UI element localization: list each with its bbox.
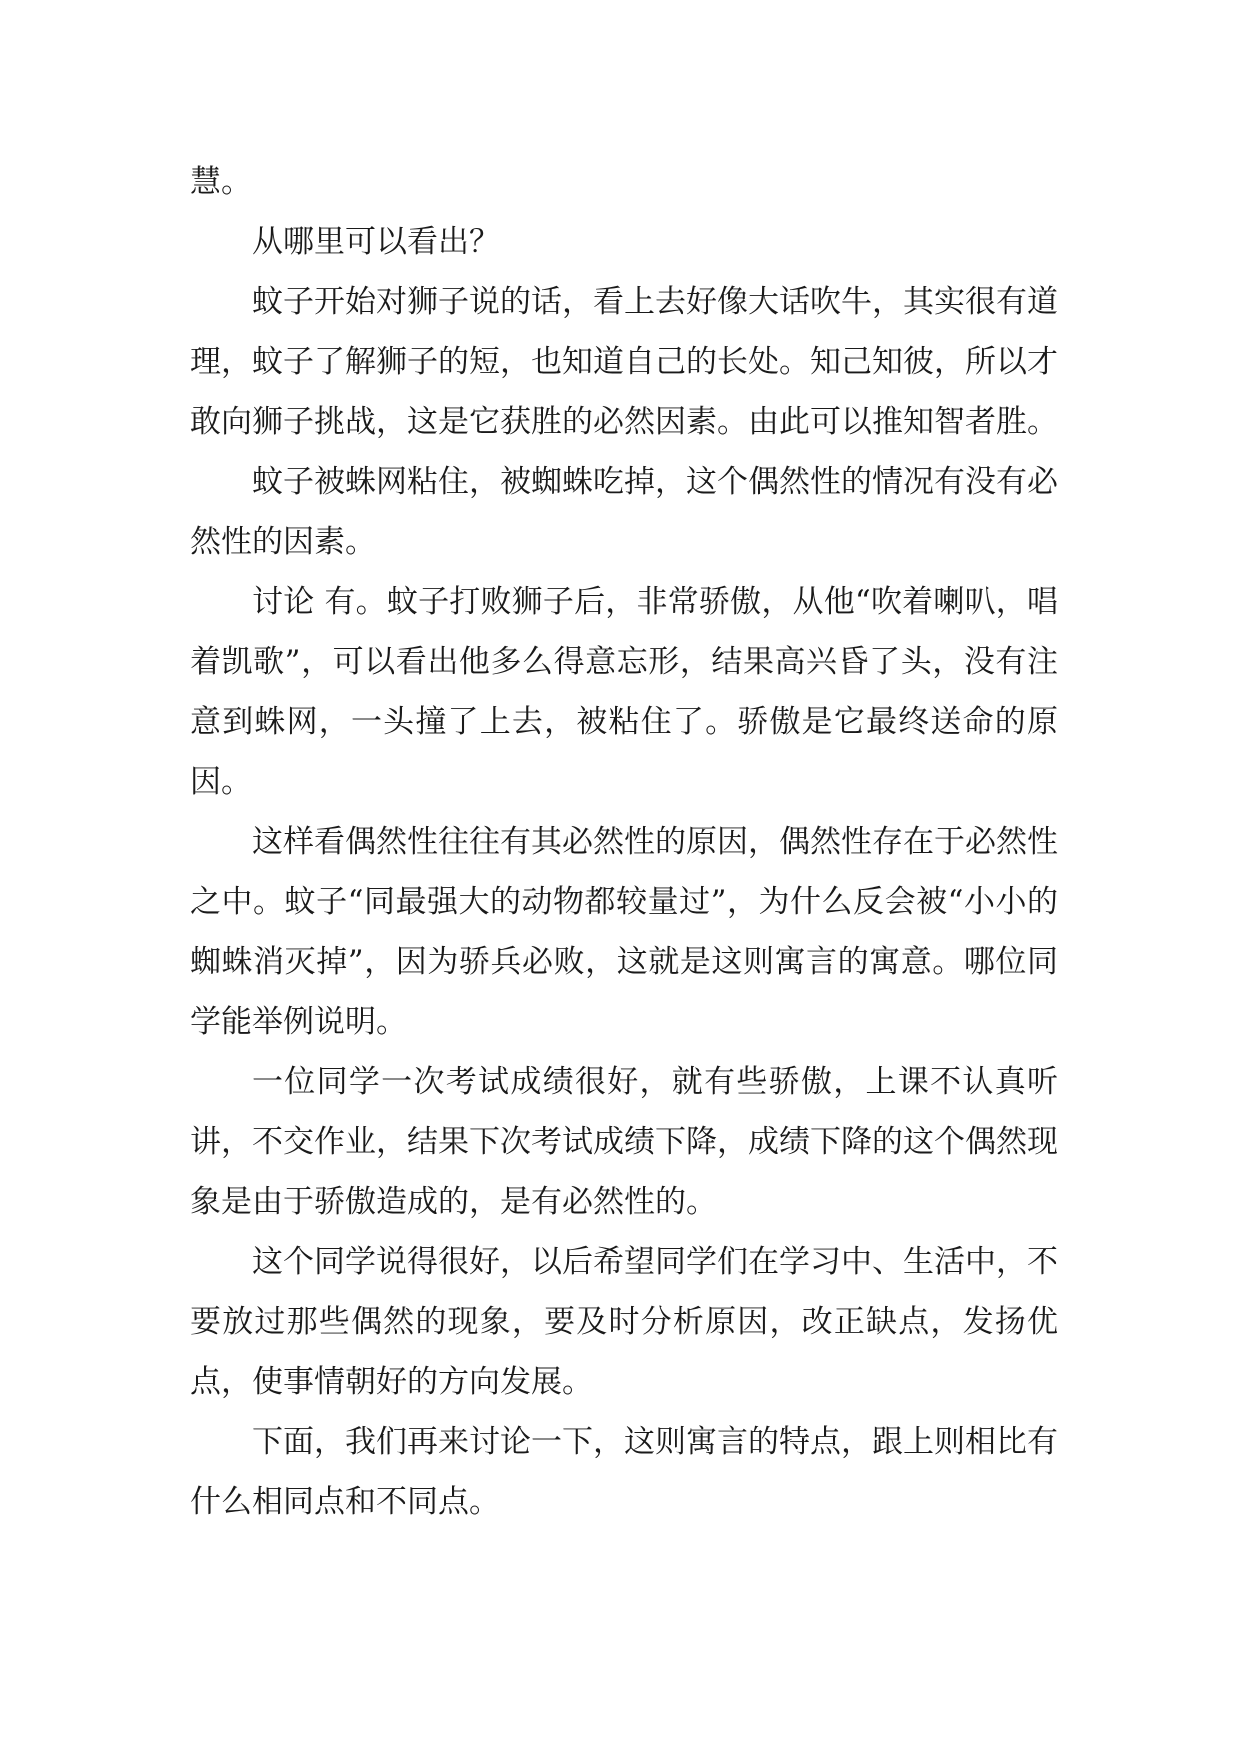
paragraph: 一位同学一次考试成绩很好，就有些骄傲，上课不认真听讲，不交作业，结果下次考试成绩下降，成绩下降的这个偶然现象是由于骄傲造成的，是有必然性的。 (190, 1064, 1058, 1220)
paragraph: 蚊子开始对狮子说的话，看上去好像大话吹牛，其实很有道理，蚊子了解狮子的短，也知道自己的长处。知己知彼，所以才敢向狮子挑战，这是它获胜的必然因素。由此可以推知智者胜。 (190, 284, 1058, 440)
paragraph: 这样看偶然性往往有其必然性的原因，偶然性存在于必然性之中。蚊子“同最强大的动物都较量过”，为什么反会被“小小的蜘蛛消灭掉”，因为骄兵必败，这就是这则寓言的寓意。哪位同学能举例说明。 (190, 824, 1058, 1040)
paragraph: 蚊子被蛛网粘住，被蜘蛛吃掉，这个偶然性的情况有没有必然性的因素。 (190, 464, 1058, 560)
paragraph: 从哪里可以看出？ (252, 224, 500, 260)
paragraph: 下面，我们再来讨论一下，这则寓言的特点，跟上则相比有什么相同点和不同点。 (190, 1424, 1058, 1520)
paragraph: 慧。 (190, 164, 252, 200)
paragraph: 这个同学说得很好，以后希望同学们在学习中、生活中，不要放过那些偶然的现象，要及时分析原因，改正缺点，发扬优点，使事情朝好的方向发展。 (190, 1244, 1058, 1400)
paragraph: 讨论 有。蚊子打败狮子后，非常骄傲，从他“吹着喇叭，唱着凯歌”，可以看出他多么得意忘形，结果高兴昏了头，没有注意到蛛网，一头撞了上去，被粘住了。骄傲是它最终送命的原因。 (190, 584, 1058, 800)
document-body (190, 152, 1058, 1532)
